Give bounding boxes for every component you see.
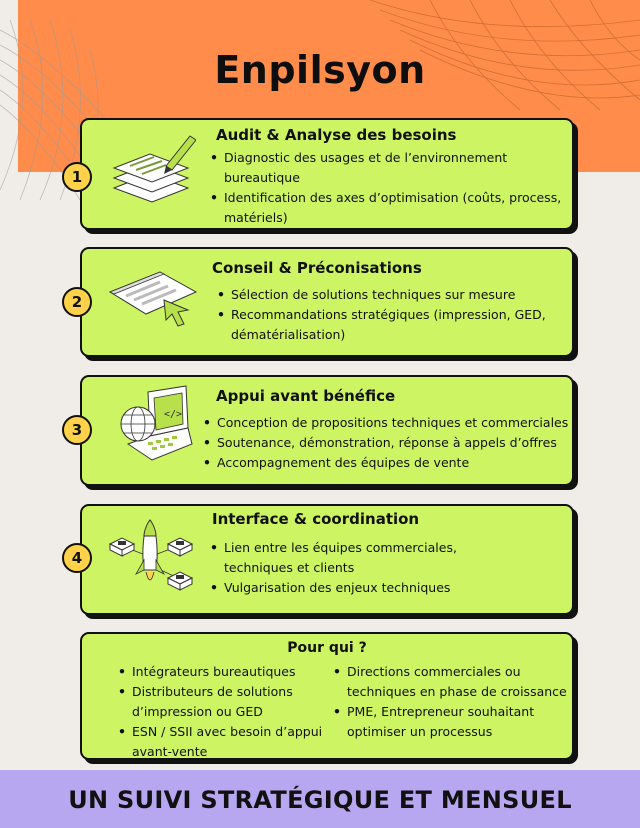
list-item: • Conception de propositions techniques et commerciales xyxy=(203,413,569,433)
list-item: • Soutenance, démonstration, réponse à appels d’offres xyxy=(203,433,569,453)
step-number-badge: 1 xyxy=(62,162,92,192)
audience-right-list xyxy=(333,662,569,742)
browser-cursor-icon xyxy=(104,266,200,336)
step-number-badge: 2 xyxy=(62,287,92,317)
step-bullets xyxy=(210,148,566,228)
rocket-network-icon xyxy=(100,516,200,598)
list-item: • ESN / SSII avec besoin d’appui avant-vente xyxy=(118,722,328,762)
audience-left-list xyxy=(118,662,328,762)
step-title: Conseil & Préconisations xyxy=(212,259,422,277)
audience-title: Pour qui ? xyxy=(287,640,367,656)
step-number-badge: 3 xyxy=(62,415,92,445)
list-item: • Recommandations stratégiques (impression, GED, dématérialisation) xyxy=(217,305,557,345)
audience-card xyxy=(80,632,574,760)
laptop-globe-code-icon xyxy=(108,384,198,474)
list-item: • Diagnostic des usages et de l’environnement bureautique xyxy=(210,148,566,188)
svg-text:</>: </> xyxy=(164,409,183,420)
list-item: • Lien entre les équipes commerciales, techniques et clients xyxy=(210,538,520,578)
step-number-badge: 4 xyxy=(62,543,92,573)
page-title: Enpilsyon xyxy=(214,48,426,92)
step-title: Interface & coordination xyxy=(212,510,420,528)
list-item: • Sélection de solutions techniques sur mesure xyxy=(217,285,557,305)
step-bullets xyxy=(217,285,557,345)
list-item: • Directions commerciales ou techniques en phase de croissance xyxy=(333,662,569,702)
step-title: Appui avant bénéfice xyxy=(216,387,396,405)
list-item: • Identification des axes d’optimisation (coûts, process, matériels) xyxy=(210,188,566,228)
list-item: • Accompagnement des équipes de vente xyxy=(203,453,569,473)
list-item: • Distributeurs de solutions d’impression ou GED xyxy=(118,682,328,722)
step-bullets xyxy=(210,538,520,598)
document-stack-pencil-icon xyxy=(104,130,196,212)
footer-slogan: UN SUIVI STRATÉGIQUE ET MENSUEL xyxy=(68,786,572,814)
list-item: • Intégrateurs bureautiques xyxy=(118,662,328,682)
list-item: • Vulgarisation des enjeux techniques xyxy=(210,578,520,598)
step-title: Audit & Analyse des besoins xyxy=(216,126,457,144)
step-bullets xyxy=(203,413,569,473)
list-item: • PME, Entrepreneur souhaitant optimiser un processus xyxy=(333,702,569,742)
